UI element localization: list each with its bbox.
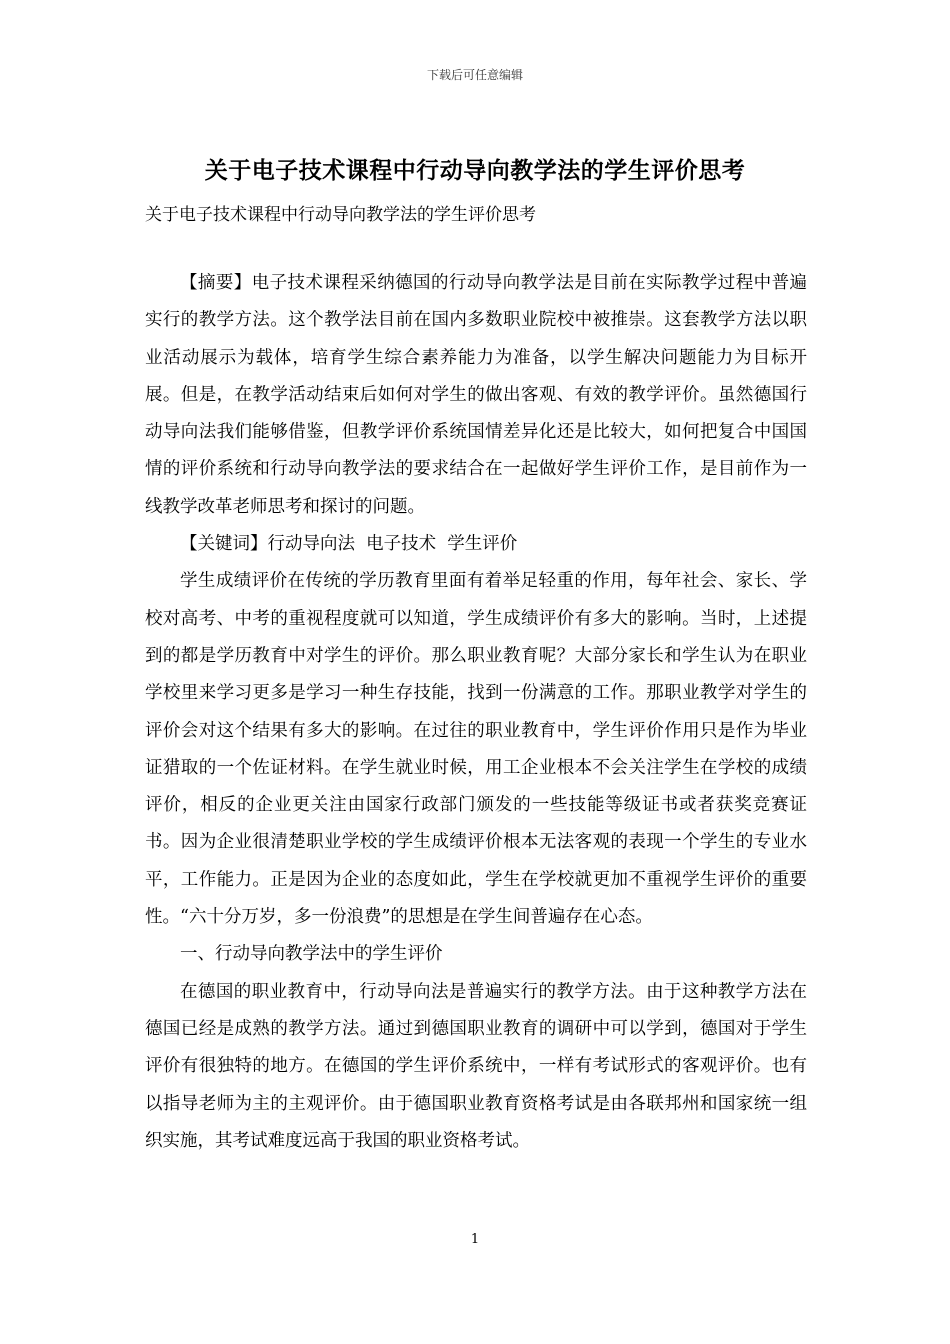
keywords-paragraph: 【关键词】行动导向法 电子技术 学生评价 (180, 534, 518, 555)
section-paragraph: 在德国的职业教育中，行动导向法是普遍实行的教学方法。由于这种教学方法在德国已经是成熟的教学方法。通过到德国职业教育的调研中可以学到，德国对于学生评价有很独特的地方。在德国的学生评价系统中，一样有考试形式的客观评价。也有以指导老师为主的主观评价。由于德国职业教育资格考试是由各联邦州和国家统一组织实施，其考试难度远高于我国的职业资格考试。 (145, 981, 807, 1151)
intro-paragraph: 学生成绩评价在传统的学历教育里面有着举足轻重的作用，每年社会、家长、学校对高考、中考的重视程度就可以知道，学生成绩评价有多大的影响。当时，上述提到的都是学历教育中对学生的评价。那么职业教育呢？大部分家长和学生认为在职业学校里来学习更多是学习一种生存技能，找到一份满意的工作。那职业教学对学生的评价会对这个结果有多大的影响。在过往的职业教育中，学生评价作用只是作为毕业证猎取的一个佐证材料。在学生就业时候，用工企业根本不会关注学生在学校的成绩评价，相反的企业更关注由国家行政部门颁发的一些技能等级证书或者获奖竞赛证书。因为企业很清楚职业学校的学生成绩评价根本无法客观的表现一个学生的专业水平，工作能力。正是因为企业的态度如此，学生在学校就更加不重视学生评价的重要性。“六十分万岁，多一份浪费”的思想是在学生间普遍存在心态。 (145, 571, 807, 928)
document-subtitle: 关于电子技术课程中行动导向教学法的学生评价思考 (145, 205, 536, 225)
page-number: 1 (470, 1232, 480, 1247)
page-header-note: 下载后可任意编辑 (426, 68, 523, 82)
abstract-paragraph: 【摘要】电子技术课程采纳德国的行动导向教学法是目前在实际教学过程中普遍实行的教学方法。这个教学法目前在国内多数职业院校中被推崇。这套教学方法以职业活动展示为载体，培育学生综合素养能力为准备，以学生解决问题能力为目标开展。但是，在教学活动结束后如何对学生的做出客观、有效的教学评价。虽然德国行动导向法我们能够借鉴，但教学评价系统国情差异化还是比较大，如何把复合中国国情的评价系统和行动导向教学法的要求结合在一起做好学生评价工作，是目前作为一线教学改革老师思考和探讨的问题。 (145, 273, 807, 517)
document-body (145, 265, 807, 1160)
document-title: 关于电子技术课程中行动导向教学法的学生评价思考 (204, 157, 746, 184)
section-heading: 一、行动导向教学法中的学生评价 (180, 944, 443, 965)
